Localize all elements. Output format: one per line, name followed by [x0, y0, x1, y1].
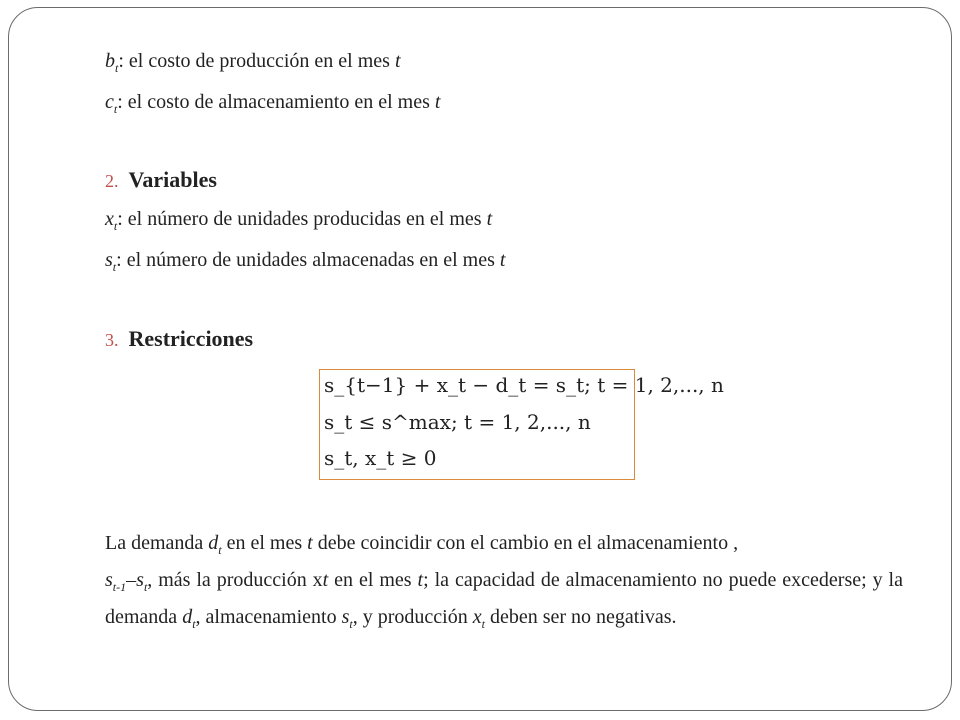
definition-bt — [105, 50, 401, 76]
section-title: Variables — [128, 167, 217, 192]
variable: t — [434, 91, 441, 113]
section-number: 3. — [105, 330, 119, 350]
variable: t — [394, 50, 401, 72]
symbol: s — [105, 249, 113, 271]
variable-xt — [105, 208, 492, 234]
symbol: x — [105, 208, 114, 230]
section-title: Restricciones — [128, 326, 254, 351]
explanation-paragraph: La demanda $d_t$ en el mes t debe coincidir con el cambio en el almacenamiento , $s_{t-1}-s_t$, más la producción xt en el mes t; la capacidad de almacenamiento no puede excederse; y la demanda $d_t$, almacenamiento $s_t$, y producción $x_t$ deben ser no negativas. — [105, 532, 903, 631]
definition-text: : el costo de producción en el mes — [118, 50, 395, 72]
variable-st — [105, 249, 505, 275]
variable: t — [486, 208, 493, 230]
subscript: t — [112, 260, 117, 274]
constraints-equation-box — [319, 369, 724, 480]
symbol: c — [105, 91, 114, 113]
definition-text: : el costo de almacenamiento en el mes — [117, 91, 435, 113]
section-heading-restricciones — [105, 326, 253, 352]
symbol: b — [105, 50, 115, 72]
equation-row-1: s_{t−1} + x_t − d_t = s_t; t = 1, 2,..., n — [324, 373, 724, 397]
section-heading-variables — [105, 167, 217, 193]
definition-ct — [105, 91, 440, 117]
variable-text: : el número de unidades producidas en el mes — [117, 208, 487, 230]
variable: t — [499, 249, 506, 271]
subscript: t — [113, 102, 118, 116]
variable-text: : el número de unidades almacenadas en el mes — [116, 249, 500, 271]
section-number: 2. — [105, 171, 119, 191]
equation-row-3: s_t, x_t ≥ 0 — [324, 446, 437, 470]
subscript: t — [113, 219, 118, 233]
subscript: t — [115, 61, 119, 75]
equation-row-2: s_t ≤ s^max; t = 1, 2,..., n — [324, 410, 591, 434]
